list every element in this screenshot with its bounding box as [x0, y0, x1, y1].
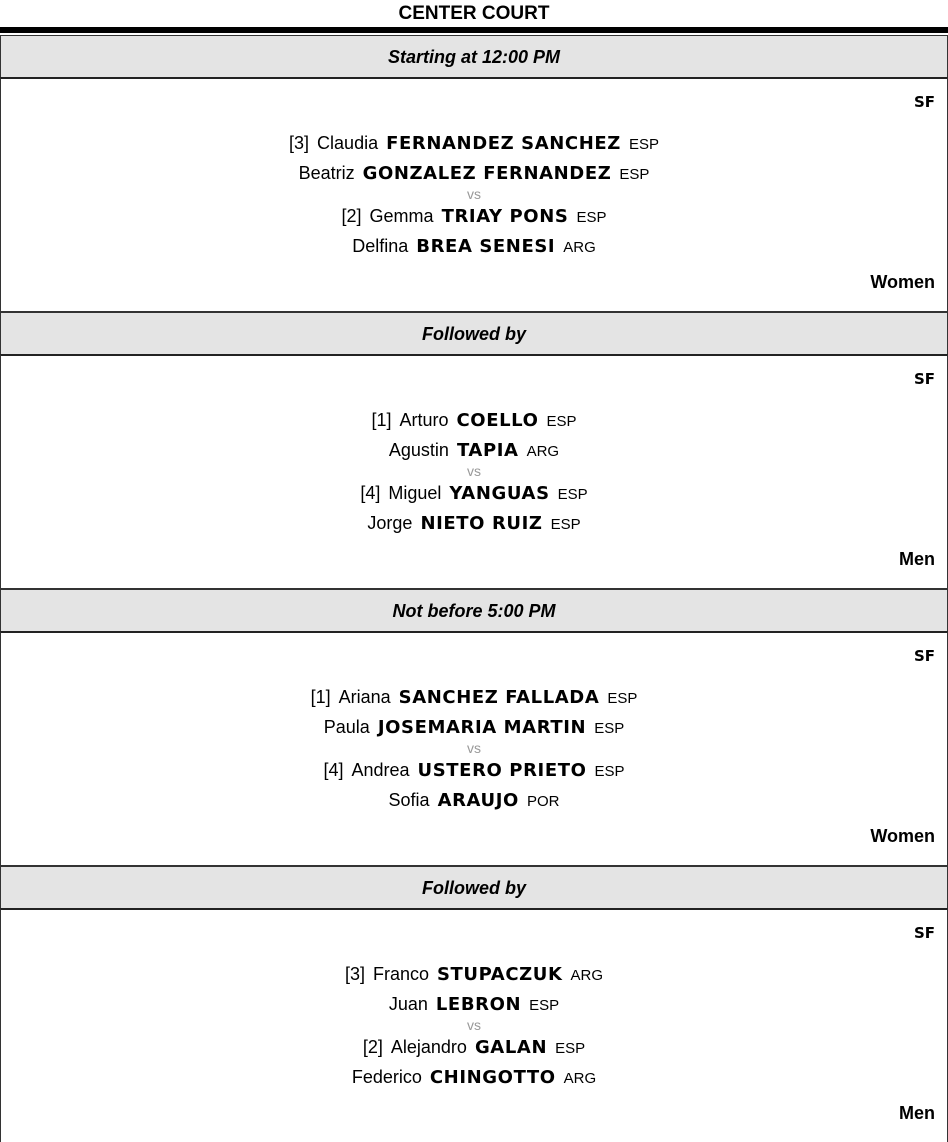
- match-teams: [1, 405, 947, 538]
- player-last-name: TRIAY PONS: [441, 206, 569, 227]
- match-card: [0, 354, 948, 589]
- category-label: Men: [899, 549, 935, 569]
- player-row: [1, 682, 947, 712]
- versus-label: vs: [467, 186, 481, 202]
- player-country: ESP: [594, 720, 625, 737]
- player-row: [1, 508, 947, 538]
- player-last-name: COELLO: [456, 410, 539, 431]
- player-seed: [3]: [289, 133, 310, 153]
- match-teams: [1, 128, 947, 261]
- order-of-play: [0, 35, 948, 1142]
- player-row: [1, 959, 947, 989]
- player-row: [1, 989, 947, 1019]
- player-first-name: Federico: [351, 1067, 422, 1087]
- player-seed: [2]: [362, 1037, 383, 1057]
- player-first-name: Miguel: [388, 483, 442, 503]
- player-country: ESP: [619, 166, 650, 183]
- player-seed: [4]: [360, 483, 381, 503]
- player-country: ESP: [557, 486, 588, 503]
- player-row: [1, 785, 947, 815]
- category-label: Men: [899, 1103, 935, 1123]
- player-last-name: ARAUJO: [437, 790, 519, 811]
- player-seed: [1]: [371, 410, 392, 430]
- player-first-name: Andrea: [351, 760, 410, 780]
- player-country: ARG: [526, 443, 560, 460]
- player-first-name: Alejandro: [390, 1037, 467, 1057]
- player-first-name: Sofia: [388, 790, 430, 810]
- player-last-name: JOSEMARIA MARTIN: [377, 717, 587, 738]
- round-label: SF: [913, 924, 935, 942]
- player-country: ESP: [607, 690, 638, 707]
- player-country: POR: [526, 793, 560, 810]
- player-last-name: GONZALEZ FERNANDEZ: [362, 163, 612, 184]
- player-row: [1, 478, 947, 508]
- match-slot: [0, 312, 948, 589]
- player-last-name: STUPACZUK: [436, 964, 563, 985]
- player-seed: [3]: [344, 964, 365, 984]
- player-first-name: Delfina: [352, 236, 409, 256]
- player-row: [1, 435, 947, 465]
- court-title: CENTER COURT: [398, 3, 550, 24]
- player-row: [1, 158, 947, 188]
- player-seed: [2]: [341, 206, 362, 226]
- match-teams: [1, 682, 947, 815]
- slot-time-header: Not before 5:00 PM: [0, 589, 948, 631]
- match-slot: [0, 589, 948, 866]
- match-teams: [1, 959, 947, 1092]
- player-row: [1, 755, 947, 785]
- round-label: SF: [913, 647, 935, 665]
- match-card: [0, 908, 948, 1142]
- player-first-name: Agustin: [388, 440, 449, 460]
- category-label: Women: [870, 826, 935, 846]
- round-label: SF: [913, 93, 935, 111]
- versus-label: vs: [467, 1017, 481, 1033]
- player-country: ESP: [546, 413, 577, 430]
- player-row: [1, 1062, 947, 1092]
- player-country: ARG: [563, 239, 596, 256]
- match-card: [0, 77, 948, 312]
- match-card: [0, 631, 948, 866]
- title-divider: [0, 27, 948, 33]
- player-first-name: Beatriz: [298, 163, 355, 183]
- match-slot: [0, 866, 948, 1142]
- player-last-name: LEBRON: [435, 994, 522, 1015]
- player-country: ESP: [576, 209, 607, 226]
- player-country: ESP: [594, 763, 625, 780]
- slot-time-header: Followed by: [0, 866, 948, 908]
- player-last-name: FERNANDEZ SANCHEZ: [386, 133, 621, 154]
- player-country: ESP: [628, 136, 659, 153]
- player-first-name: Franco: [372, 964, 429, 984]
- player-last-name: NIETO RUIZ: [420, 513, 543, 534]
- slot-time-header: Followed by: [0, 312, 948, 354]
- player-row: [1, 201, 947, 231]
- versus-label: vs: [467, 740, 481, 756]
- player-first-name: Juan: [388, 994, 428, 1014]
- player-first-name: Jorge: [367, 513, 413, 533]
- player-last-name: USTERO PRIETO: [417, 760, 587, 781]
- player-row: [1, 405, 947, 435]
- player-last-name: YANGUAS: [449, 483, 550, 504]
- player-row: [1, 128, 947, 158]
- player-country: ARG: [570, 967, 604, 984]
- player-first-name: Gemma: [369, 206, 434, 226]
- player-last-name: GALAN: [474, 1037, 548, 1058]
- player-first-name: Ariana: [338, 687, 391, 707]
- player-last-name: BREA SENESI: [416, 236, 556, 257]
- round-label: SF: [913, 370, 935, 388]
- player-last-name: TAPIA: [456, 440, 519, 461]
- player-row: [1, 1032, 947, 1062]
- player-last-name: SANCHEZ FALLADA: [398, 687, 600, 708]
- player-last-name: CHINGOTTO: [429, 1067, 556, 1088]
- versus-label: vs: [467, 463, 481, 479]
- category-label: Women: [870, 272, 935, 292]
- player-country: ESP: [555, 1040, 586, 1057]
- slot-time-header: Starting at 12:00 PM: [0, 35, 948, 77]
- player-seed: [4]: [323, 760, 344, 780]
- player-country: ESP: [529, 997, 560, 1014]
- player-first-name: Arturo: [399, 410, 449, 430]
- player-country: ARG: [563, 1070, 597, 1087]
- player-first-name: Claudia: [317, 133, 379, 153]
- player-row: [1, 231, 947, 261]
- player-country: ESP: [550, 516, 581, 533]
- match-slot: [0, 35, 948, 312]
- player-row: [1, 712, 947, 742]
- player-seed: [1]: [310, 687, 331, 707]
- player-first-name: Paula: [323, 717, 370, 737]
